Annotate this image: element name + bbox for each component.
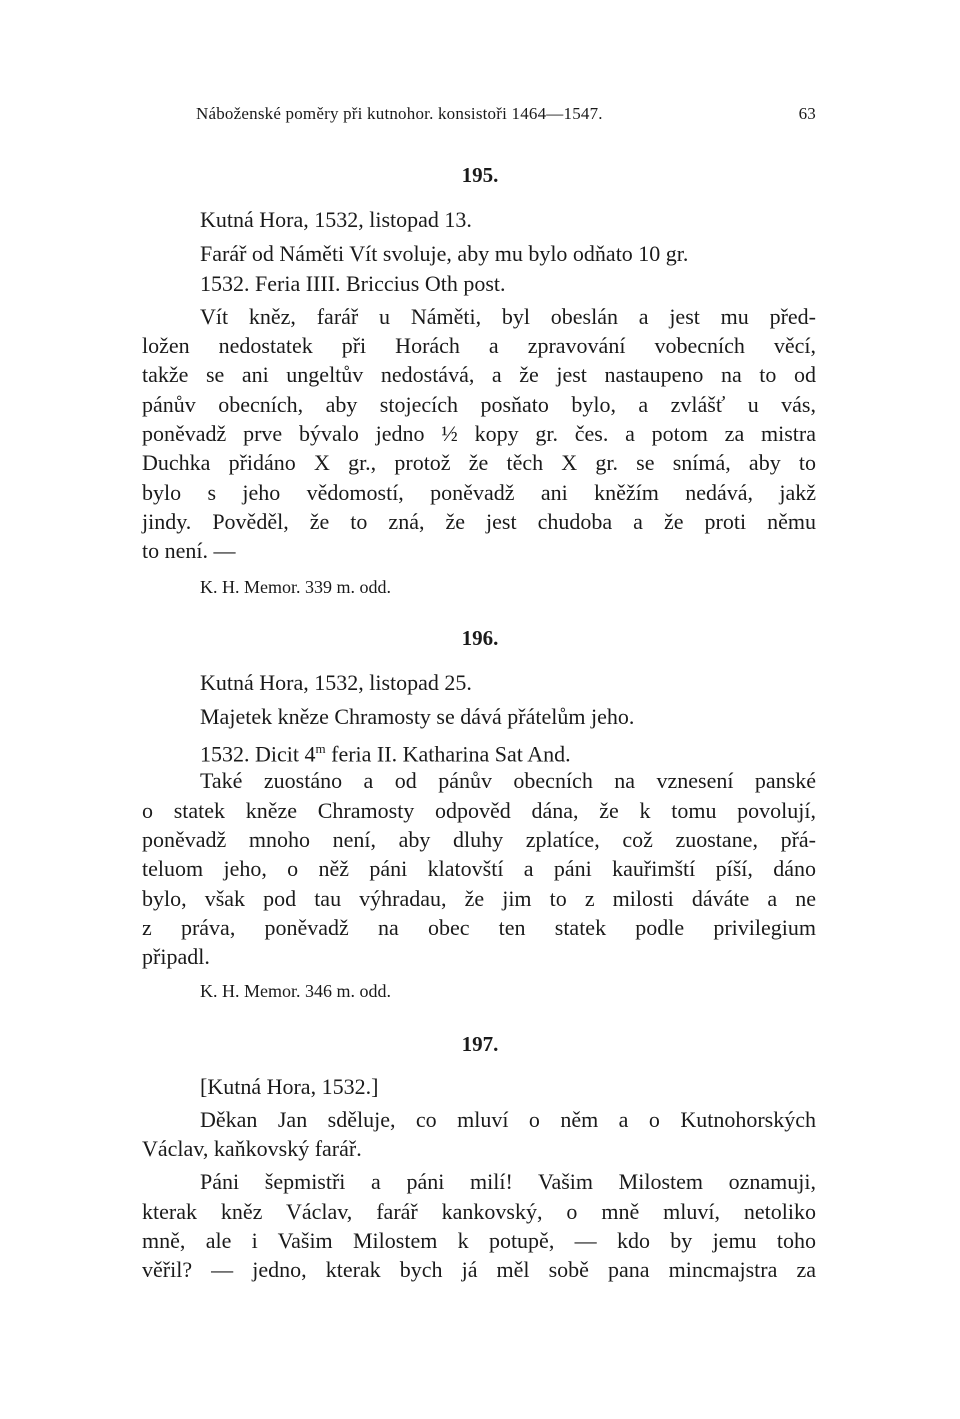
body-line: o statek kněze Chramosty odpověd dána, že k tomu povolují, [142,798,816,823]
entry-place-date: [Kutná Hora, 1532.] [200,1074,379,1099]
body-line: poněvadž prve bývalo jedno ½ kopy gr. čes. a potom za mistra [142,421,816,446]
body-line: bylo, však pod tau výhradau, že jim to z milosti dáváte a ne [142,886,816,911]
body-line: bylo s jeho vědomostí, poněvadž ani kněžím nedává, jakž [142,480,816,505]
entry-number: 195. [461,163,499,187]
body-line: teluom jeho, o něž páni klatovští a páni kauřimští píší, dáno [142,856,816,881]
body-line: jindy. Pověděl, že to zná, že jest chudoba a že proti němu [142,509,816,534]
running-title: Náboženské poměry při kutnohor. konsistoři 1464—1547. [196,104,603,123]
entry-dating: 1532. Dicit 4$^m$ feria II. Katharina Sat And. [200,741,571,767]
body-line: připadl. [142,944,210,969]
running-header [196,104,816,124]
entry-summary: Václav, kaňkovský farář. [142,1136,362,1161]
body-line: ložen nedostatek při Horách a zpravování vobecních věcí, [142,333,816,358]
body-line: z práva, poněvadž na obec ten statek podle privilegium [142,915,816,940]
entry-number: 196. [461,626,499,650]
body-line: Páni šepmistři a páni milí! Vašim Milostem oznamuji, [200,1169,816,1194]
entry-dating: 1532. Feria IIII. Briccius Oth post. [200,271,506,296]
body-line: mně, ale i Vašim Milostem k potupě, — kdo by jemu toho [142,1228,816,1253]
entry-summary: Farář od Náměti Vít svoluje, aby mu bylo odňato 10 gr. [200,241,689,266]
body-line: takže se ani ungeltův nedostává, a že jest nastaupeno na to od [142,362,816,387]
body-line: Duchka přidáno X gr., protož že těch X gr. se snímá, aby to [142,450,816,475]
body-line: Vít kněz, farář u Náměti, byl obeslán a jest mu před- [200,304,816,329]
body-line: pánův obecních, aby stojecích posňato bylo, a zvlášť u vás, [142,392,816,417]
entry-place-date: Kutná Hora, 1532, listopad 25. [200,670,472,695]
source-citation: K. H. Memor. 346 m. odd. [200,981,391,1001]
source-citation: K. H. Memor. 339 m. odd. [200,577,391,597]
body-line: to není. — [142,538,236,563]
entry-number: 197. [461,1032,499,1056]
body-line: kterak kněz Václav, farář kankovský, o mně mluví, netoliko [142,1199,816,1224]
body-line: Také zuostáno a od pánův obecních na vznesení panské [200,768,816,793]
body-line: poněvadž mnoho není, aby dluhy zplatíce, což zuostane, přá- [142,827,816,852]
entry-summary: Majetek kněze Chramosty se dává přátelům jeho. [200,704,635,729]
entry-place-date: Kutná Hora, 1532, listopad 13. [200,207,472,232]
entry-summary: Děkan Jan sděluje, co mluví o něm a o Kutnohorských [200,1107,816,1132]
body-line: věřil? — jedno, kterak bych já měl sobě pana mincmajstra za [142,1257,816,1282]
page-number: 63 [798,104,816,123]
